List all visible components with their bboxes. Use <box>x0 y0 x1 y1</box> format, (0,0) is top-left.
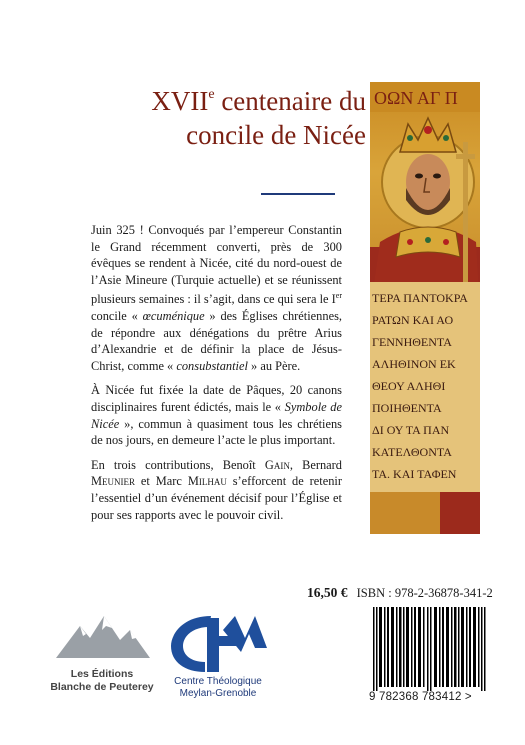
svg-text:ΚΑΤΕΛΘΟΝΤΑ: ΚΑΤΕΛΘΟΝΤΑ <box>372 445 452 459</box>
back-cover-text <box>91 222 342 531</box>
paragraph-3: En trois contributions, Benoît Gain, Bernard Meunier et Marc Milhau s’efforcent de retenir l’essentiel d’un événement décisif pour l’Église et pour ses rapports avec le pouvoir civil. <box>91 457 342 522</box>
mountain-icon <box>42 608 162 666</box>
ctm-logo-icon <box>163 608 273 674</box>
book-title <box>96 78 366 152</box>
title-line-1: XVIIe centenaire du <box>151 86 366 116</box>
svg-text:ΤΑ. ΚΑΙ ΤΑΦΕΝ: ΤΑ. ΚΑΙ ΤΑΦΕΝ <box>372 467 457 481</box>
publisher-logo-centre-theologique <box>163 608 273 708</box>
svg-text:ΘΕΟΥ ΑΛΗΘΙ: ΘΕΟΥ ΑΛΗΘΙ <box>372 379 446 393</box>
svg-text:ΔΙ ΟΥ ΤΑ ΠΑΝ: ΔΙ ΟΥ ΤΑ ΠΑΝ <box>372 423 450 437</box>
svg-text:ΑΛΗΘΙΝΟΝ ΕΚ: ΑΛΗΘΙΝΟΝ ΕΚ <box>372 357 456 371</box>
barcode-bars-icon <box>369 607 499 693</box>
isbn: ISBN : 978-2-36878-341-2 <box>356 586 493 600</box>
barcode-digits: 9 782368 783412 > <box>369 691 501 703</box>
svg-text:ΡΑΤΩΝ ΚΑΙ ΑΟ: ΡΑΤΩΝ ΚΑΙ ΑΟ <box>372 313 454 327</box>
paragraph-2: À Nicée fut fixée la date de Pâques, 20 canons disciplinaires furent édictés, mais le « Symbole de Nicée », commun à quasiment tous les chrétiens de nos jours, en demeure l’acte le plus important. <box>91 383 342 448</box>
price-isbn-line <box>307 585 497 601</box>
paragraph-1: Juin 325 ! Convoqués par l’empereur Constantin le Grand récemment converti, près de 300 évêques se rendent à Nicée, cité du nord-ouest de l’Asie Mineure (Turquie actuelle) et se réunissent plusieurs semaines : il s’agit, dans ce qui sera le Ier concile « œcuménique » des Églises chrétiennes, de répondre aux dénégations du prêtre Arius d’Alexandrie et de définir la place de Jésus-Christ, comme « consubstantiel » au Père. <box>91 223 342 373</box>
price: 16,50 € <box>307 585 348 600</box>
publisher-name: Les Éditions Blanche de Peuterey <box>50 668 154 693</box>
centre-name: Centre Théologique Meylan-Grenoble <box>174 676 262 699</box>
publisher-logo-blanche-de-peuterey <box>42 608 162 708</box>
emperor-icon-illustration <box>370 82 480 534</box>
byzantine-icon-image <box>370 82 480 534</box>
title-line-2: concile de Nicée <box>186 120 366 150</box>
svg-text:ΠΟΙΗΘΕΝΤΑ: ΠΟΙΗΘΕΝΤΑ <box>372 401 442 415</box>
title-divider <box>261 193 335 195</box>
icon-inscription: ΟΩΝ ΑΓ Π <box>374 88 458 108</box>
svg-text:ΤΕΡΑ ΠΑΝΤΟΚΡΑ: ΤΕΡΑ ΠΑΝΤΟΚΡΑ <box>372 291 468 305</box>
svg-text:ΓΕΝΝΗΘΕΝΤΑ: ΓΕΝΝΗΘΕΝΤΑ <box>372 335 452 349</box>
